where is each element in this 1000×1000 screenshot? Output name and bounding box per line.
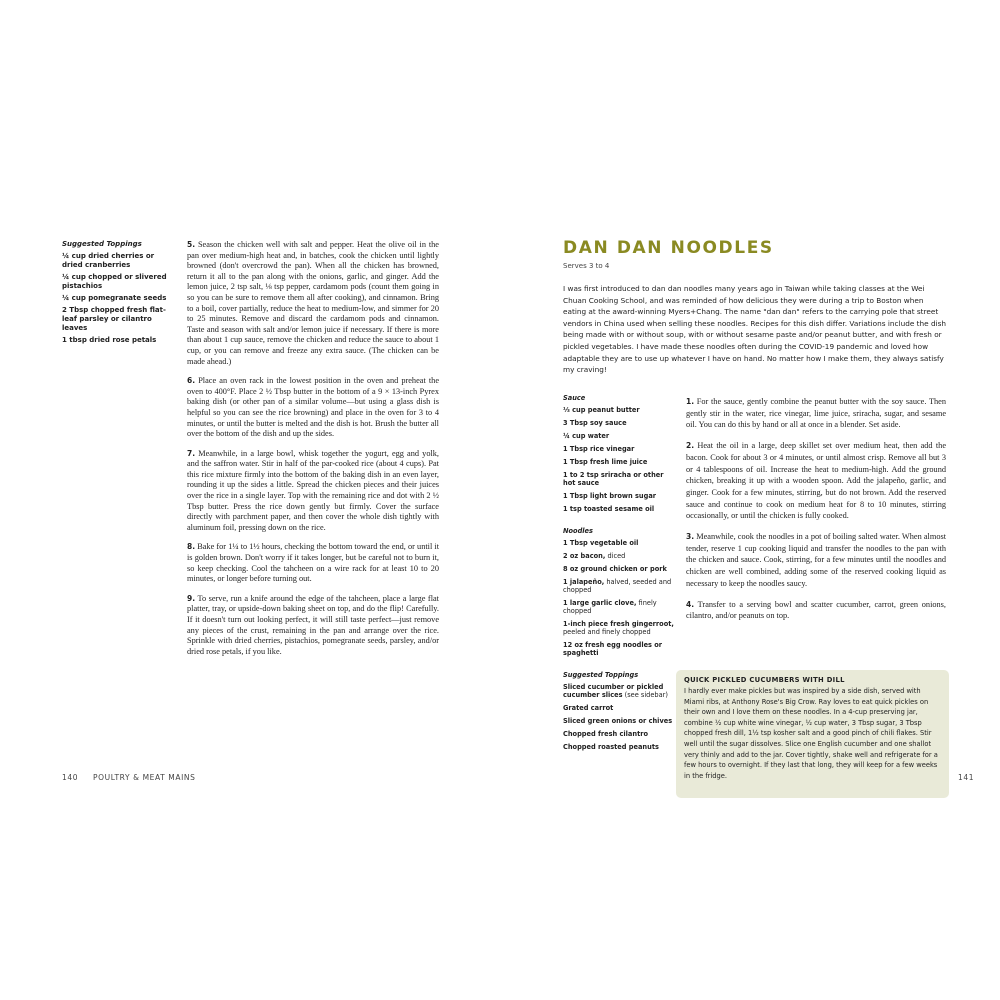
step-text: Transfer to a serving bowl and scatter cucumber, carrot, green onions, cilantro, and/or peanuts on top. (686, 599, 946, 621)
left-toppings-heading: Suggested Toppings (62, 240, 142, 248)
step-text: Meanwhile, cook the noodles in a pot of boiling salted water. When almost tender, reserve 1 cup cooking liquid and transfer the noodles to the pan with the chicken and sauce. Cook, stirring, for a few minutes until the noodles and chicken are well combined, adding some of the reserved cooking liquid as necessary to keep the noodles saucy. (686, 532, 947, 588)
method-step (187, 240, 439, 367)
step-number: 6. (187, 376, 196, 386)
left-toppings-list (62, 240, 177, 348)
ingredients-list (563, 394, 677, 756)
method-step (187, 376, 439, 440)
topping-item: 2 Tbsp chopped fresh flat-leaf parsley or cilantro leaves (62, 306, 166, 332)
method-step (686, 396, 946, 431)
sauce-heading: Sauce (563, 394, 586, 402)
topping-item: Grated carrot (563, 704, 614, 712)
ingredient-item: 1 to 2 tsp sriracha or other hot sauce (563, 471, 664, 487)
step-number: 9. (187, 593, 196, 603)
recipe-intro: I was first introduced to dan dan noodles many years ago in Taiwan while taking classes at the Wei Chuan Cooking School, and was reminded of how delicious they were during a trip to Boston when eating at the award-winning Myers+Chang. The name "dan dan" refers to the carrying pole that street vendors in China used when selling these noodles. Recipes for this dish differ. Variations include the dish being made with or without soup, with or without sesame paste and/or peanut butter, and with fresh or pickled vegetables. I have made these noodles often during the COVID-19 pandemic and loved how adaptable they are to use up whatever I have on hand. No matter how I make them, they always satisfy my craving! (563, 284, 947, 375)
method-step (187, 542, 439, 584)
ingredient-item: 1 Tbsp fresh lime juice (563, 458, 648, 466)
ingredient-item: 1 Tbsp vegetable oil (563, 539, 639, 547)
right-method-steps (686, 396, 946, 631)
step-text: For the sauce, gently combine the peanut butter with the soy sauce. Then gently stir in the water, rice vinegar, lime juice, sriracha, sugar, and sesame oil. You can do this by hand or all at once in a blender. Set aside. (686, 397, 946, 430)
step-text: Season the chicken well with salt and pepper. Heat the olive oil in the pan over medium-high heat and, in batches, cook the chicken until lightly browned (don't overcrowd the pan). When all the chicken has browned, return it all to the pan along with the onions, garlic, and ginger. Add the lemon juice, 2 tsp salt, ⅛ tsp pepper, cardamom pods (count them going in so you can be sure to remove them all after cooking), and cinnamon. Bring to a boil, cover partially, reduce the heat to medium-low, and simmer for 20 to 25 minutes. Remove and discard the cardamom pods and cinnamon. Taste and season with salt and/or lemon juice if necessary. If there is more than about 1 cup sauce, remove the chicken and reduce the sauce to about 1 cup, or you can remove and freeze any extra sauce. (The chicken can be made ahead.) (187, 240, 439, 366)
ingredient-item: 2 oz bacon, diced (563, 552, 626, 560)
step-text: Heat the oil in a large, deep skillet set over medium heat, then add the bacon. Cook for about 3 or 4 minutes, or until almost crisp. Remove all but 3 or 4 tablespoons of oil. Increase the heat to medium-high. Add the ground chicken, breaking it up with a wooden spoon. Add the jalapeño, garlic, and ginger. Cook for a few minutes, stirring, but do not brown. Add the reserved sauce and continue to cook on medium heat for 8 to 10 minutes, stirring occasionally, or until the chicken is fully cooked. (686, 441, 947, 521)
left-method-steps (187, 240, 439, 666)
step-number: 5. (187, 240, 196, 249)
step-text: To serve, run a knife around the edge of the tahcheen, place a large flat platter, tray, or upside-down baking sheet on top, and do the flip! Carefully. If it doesn't turn out looking perfect, it will still taste perfect—just remove any pieces of the crust, remaining in the pan and arrange over the rice. Sprinkle with dried cherries, pistachios, pomegranate seeds, parsley, and/or dried rose petals, if you like. (187, 593, 439, 656)
topping-item: 1 tbsp dried rose petals (62, 336, 157, 344)
step-number: 7. (187, 448, 196, 458)
section-title: POULTRY & MEAT MAINS (93, 773, 196, 782)
step-number: 8. (187, 542, 196, 552)
step-text: Place an oven rack in the lowest position in the oven and preheat the oven to 400°F. Place 2 ½ Tbsp butter in the bottom of a 9 × 13-inch Pyrex baking dish (or other pan of a similar volume—but using a glass dish is helpful so you can see the rice browning) and place in the oven for 3 to 4 minutes, or until the butter is melted and the dish is hot. Brush the butter all over the bottom of the dish and up the sides. (187, 376, 439, 439)
ingredient-item: ⅓ cup peanut butter (563, 406, 640, 414)
topping-item: ¼ cup chopped or slivered pistachios (62, 273, 167, 290)
ingredient-item: 8 oz ground chicken or pork (563, 565, 667, 573)
method-step (187, 449, 439, 534)
ingredient-item: 1 jalapeño, halved, seeded and chopped (563, 578, 672, 594)
step-number: 1. (686, 397, 695, 406)
ingredient-item: 1 Tbsp light brown sugar (563, 492, 657, 500)
step-number: 2. (686, 441, 695, 451)
topping-item: Sliced cucumber or pickled cucumber slices (see sidebar) (563, 683, 668, 699)
right-page-number: 141 (958, 773, 975, 782)
topping-item: Chopped fresh cilantro (563, 730, 649, 738)
noodles-heading: Noodles (563, 527, 593, 535)
method-step (686, 531, 946, 590)
pickled-cucumbers-sidebar (676, 670, 949, 798)
serves-text: Serves 3 to 4 (563, 262, 610, 270)
ingredient-item: 3 Tbsp soy sauce (563, 419, 627, 427)
method-step (686, 599, 946, 622)
right-toppings-heading: Suggested Toppings (563, 671, 639, 679)
step-number: 4. (686, 599, 695, 609)
ingredient-item: 1 large garlic clove, finely chopped (563, 599, 657, 615)
topping-item: ¼ cup dried cherries or dried cranberries (62, 252, 155, 269)
ingredient-item: ¼ cup water (563, 432, 610, 440)
ingredient-item: 1 tsp toasted sesame oil (563, 505, 655, 513)
recipe-title: DAN DAN NOODLES (563, 238, 774, 258)
step-text: Meanwhile, in a large bowl, whisk together the yogurt, egg and yolk, and the saffron water. Stir in half of the par-cooked rice (about 4 cups). Pat this rice mixture firmly into the bottom of the baking dish in an even layer, rounding it up the sides a little. Spread the chicken pieces and their juices over the rice in a single layer. Top with the remaining rice and dot with 2 ½ Tbsp butter. Press the rice down gently but firmly. Cover the surface directly with parchment paper, and then cover the whole dish tightly with aluminum foil, pressing down on the rice. (187, 448, 439, 532)
left-page-number: 140 (62, 773, 79, 782)
ingredient-item: 1-inch piece fresh gingerroot, peeled and finely chopped (563, 620, 674, 636)
method-step (187, 594, 439, 658)
sidebar-text: I hardly ever make pickles but was inspired by a side dish, served with Miami ribs, at Anthony Rose's Big Crow. Ray loves to eat quick pickles on their own and I love them on these noodles. In a 4-cup preserving jar, combine ½ cup white wine vinegar, ½ cup water, 3 Tbsp sugar, 3 Tbsp chopped fresh dill, 1½ tsp kosher salt and a good pinch of chili flakes. Stir well until the sugar dissolves. Slice one English cucumber and one shallot very thinly and add to the jar. Cover tightly, shake well and refrigerate for a few hours to overnight. If they last that long, they will keep for a few weeks in the fridge. (684, 687, 938, 780)
sidebar-title: QUICK PICKLED CUCUMBERS WITH DILL (684, 676, 845, 684)
ingredient-item: 12 oz fresh egg noodles or spaghetti (563, 641, 663, 657)
topping-item: Sliced green onions or chives (563, 717, 673, 725)
step-text: Bake for 1¼ to 1½ hours, checking the bottom toward the end, or until it is golden brown. Don't worry if it takes longer, but be careful not to burn it, so keep checking. Cool the tahcheen on a wire rack for at least 10 to 20 minutes, or longer before turning out. (187, 542, 439, 584)
step-number: 3. (686, 532, 695, 542)
topping-item: ¼ cup pomegranate seeds (62, 294, 167, 302)
ingredient-item: 1 Tbsp rice vinegar (563, 445, 635, 453)
method-step (686, 440, 946, 522)
topping-item: Chopped roasted peanuts (563, 743, 659, 751)
